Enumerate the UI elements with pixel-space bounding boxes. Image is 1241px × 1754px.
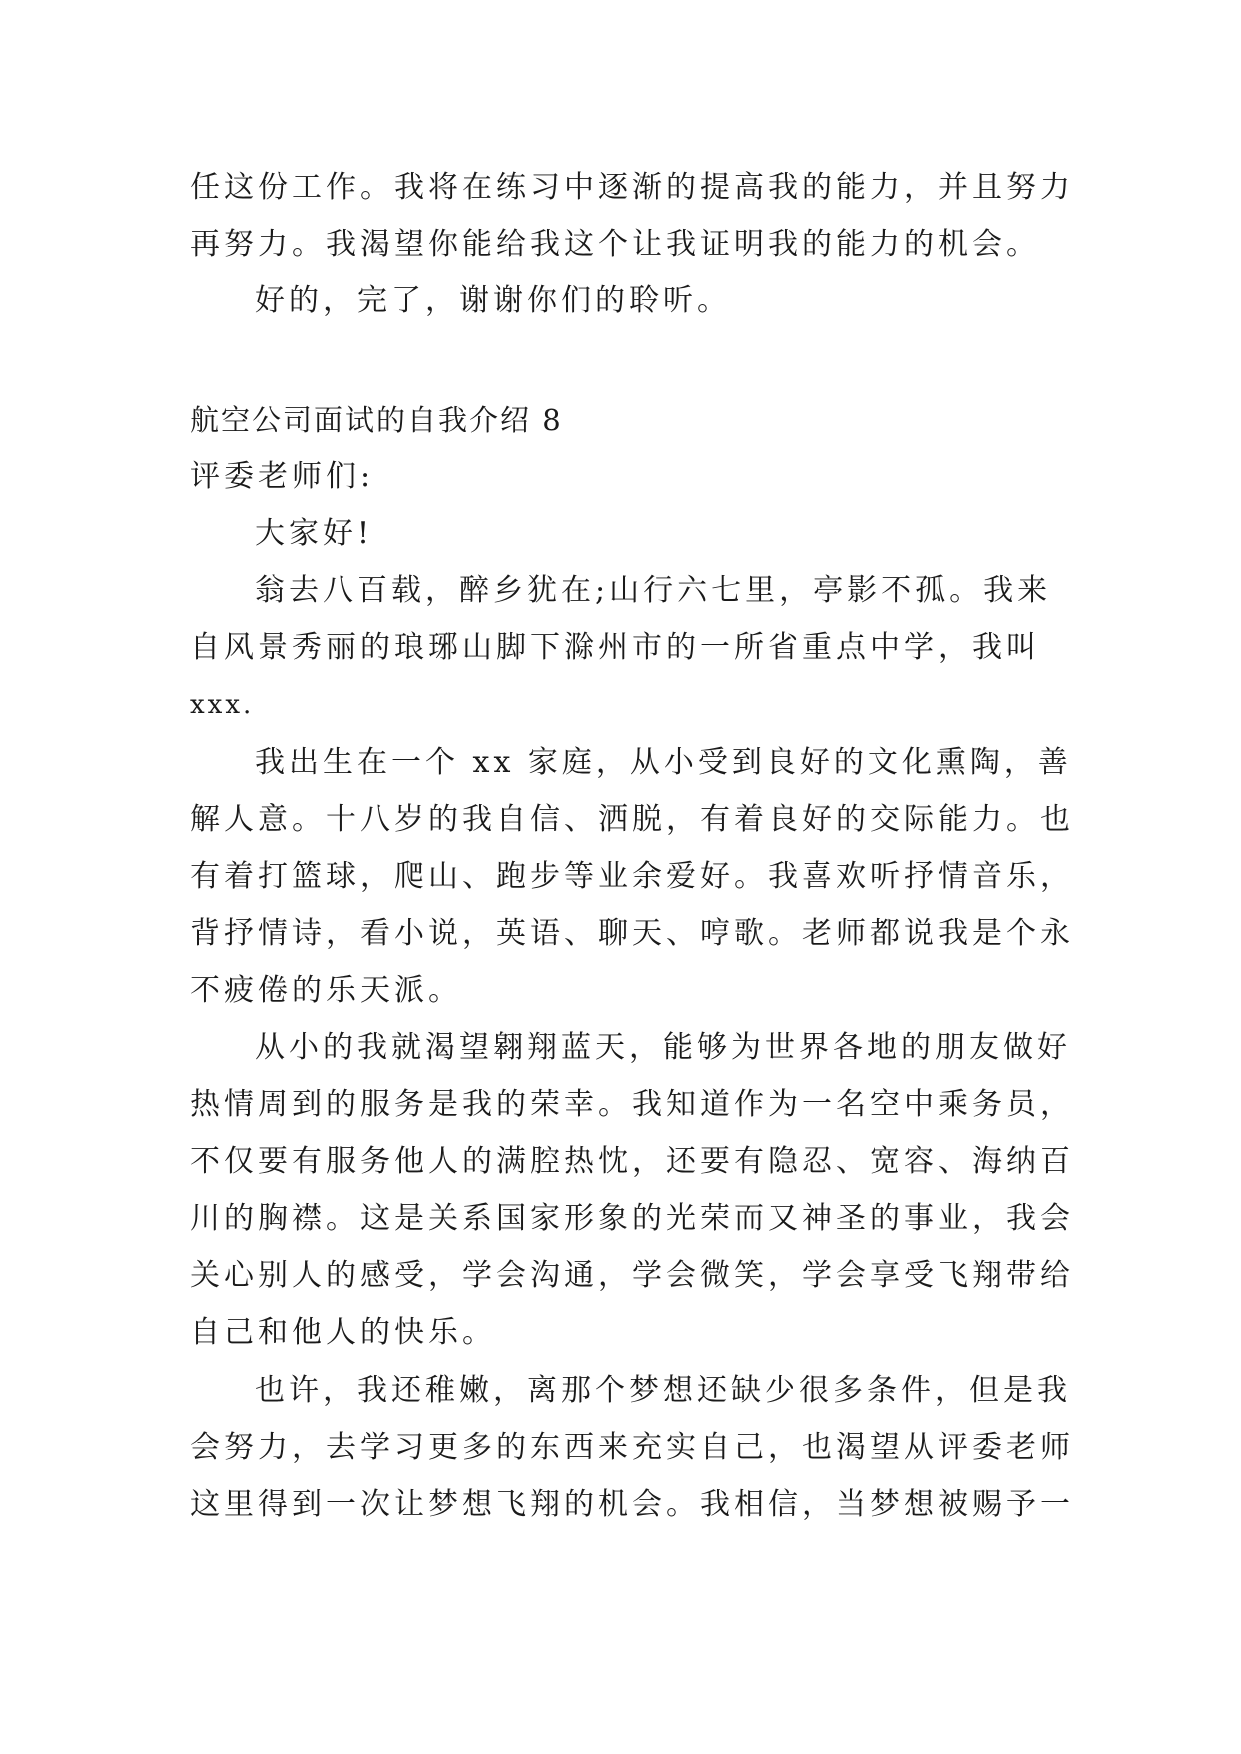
greeting: 大家好! — [255, 516, 374, 551]
paragraph-line: 再努力。我渴望你能给我这个让我证明我的能力的机会。 — [190, 227, 1040, 262]
paragraph-line: 解人意。十八岁的我自信、洒脱，有着良好的交际能力。也 — [190, 802, 1074, 837]
paragraph-line: 不疲倦的乐天派。 — [190, 973, 462, 1008]
paragraph-line: 这里得到一次让梦想飞翔的机会。我相信，当梦想被赐予一 — [190, 1487, 1074, 1522]
paragraph-line: 关心别人的感受，学会沟通，学会微笑，学会享受飞翔带给 — [190, 1258, 1074, 1293]
paragraph-line: 不仅要有服务他人的满腔热忱，还要有隐忍、宽容、海纳百 — [190, 1144, 1074, 1179]
paragraph-line: 自己和他人的快乐。 — [190, 1315, 496, 1350]
paragraph-line: 任这份工作。我将在练习中逐渐的提高我的能力，并且努力 — [190, 170, 1074, 205]
paragraph-line: 自风景秀丽的琅琊山脚下滁州市的一所省重点中学，我叫 — [190, 630, 1040, 665]
paragraph-line: xxx. — [190, 690, 255, 720]
paragraph-line: 从小的我就渴望翱翔蓝天，能够为世界各地的朋友做好 — [255, 1030, 1071, 1065]
paragraph-line: 背抒情诗，看小说，英语、聊天、哼歌。老师都说我是个永 — [190, 916, 1074, 951]
paragraph-line: 热情周到的服务是我的荣幸。我知道作为一名空中乘务员， — [190, 1087, 1074, 1122]
paragraph-line: 翁去八百载，醉乡犹在;山行六七里，亭影不孤。我来 — [255, 573, 1052, 608]
paragraph-line: 我出生在一个 xx 家庭，从小受到良好的文化熏陶，善 — [255, 745, 1072, 780]
section-title: 航空公司面试的自我介绍 8 — [190, 403, 563, 437]
paragraph-line: 会努力，去学习更多的东西来充实自己，也渴望从评委老师 — [190, 1430, 1074, 1465]
salutation: 评委老师们: — [190, 459, 375, 494]
paragraph-line: 好的，完了，谢谢你们的聆听。 — [255, 283, 731, 318]
paragraph-line: 也许，我还稚嫩，离那个梦想还缺少很多条件，但是我 — [255, 1373, 1071, 1408]
paragraph-line: 川的胸襟。这是关系国家形象的光荣而又神圣的事业，我会 — [190, 1201, 1074, 1236]
paragraph-line: 有着打篮球，爬山、跑步等业余爱好。我喜欢听抒情音乐， — [190, 859, 1074, 894]
